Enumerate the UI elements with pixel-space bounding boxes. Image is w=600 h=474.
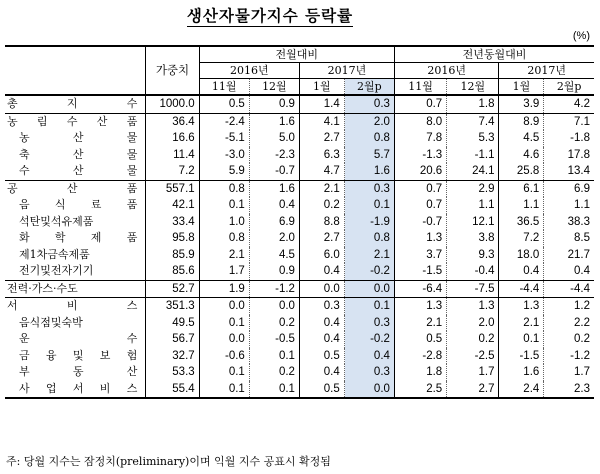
yoy-cell: 2.1 xyxy=(499,315,544,332)
yoy-cell: 1.3 xyxy=(394,298,446,315)
yoy-cell: 13.4 xyxy=(544,163,594,180)
mom-cell: 1.7 xyxy=(199,263,249,280)
yoy-cell: 1.2 xyxy=(544,298,594,315)
yoy-cell: -1.2 xyxy=(544,348,594,365)
yoy-cell: 1.1 xyxy=(544,197,594,214)
mom-cell: 0.8 xyxy=(199,230,249,247)
mom-cell: 2.1 xyxy=(344,247,394,264)
mom-cell: 0.0 xyxy=(199,298,249,315)
footnote: 주: 당월 지수는 잠정치(preliminary)이며 익월 지수 공표시 확정됨 xyxy=(6,455,331,468)
table-row xyxy=(5,113,594,130)
mom-cell: -3.0 xyxy=(199,147,249,164)
table-row xyxy=(5,147,594,164)
mom-cell: 0.1 xyxy=(249,381,299,399)
mom-cell: 0.4 xyxy=(299,315,344,332)
weight-cell: 16.6 xyxy=(146,130,199,147)
yoy-cell: 0.2 xyxy=(544,331,594,348)
mom-cell: 0.5 xyxy=(299,381,344,399)
yoy-cell: 25.8 xyxy=(499,163,544,180)
mom-cell: 0.4 xyxy=(249,197,299,214)
yoy-cell: 18.0 xyxy=(499,247,544,264)
mom-cell: 1.6 xyxy=(344,163,394,180)
header-mom: 전월대비 xyxy=(199,46,394,63)
mom-cell: 0.1 xyxy=(344,197,394,214)
mom-cell: 2.1 xyxy=(199,247,249,264)
yoy-cell: 0.1 xyxy=(499,331,544,348)
table-row xyxy=(5,331,594,348)
yoy-cell: -7.5 xyxy=(447,280,499,298)
yoy-cell: 0.2 xyxy=(447,331,499,348)
row-label: 전력·가스·수도 xyxy=(5,280,146,298)
yoy-cell: 7.1 xyxy=(544,113,594,130)
table-row xyxy=(5,348,594,365)
yoy-cell: 0.4 xyxy=(499,263,544,280)
yoy-cell: 20.6 xyxy=(394,163,446,180)
yoy-cell: 1.3 xyxy=(394,230,446,247)
mom-cell: -0.6 xyxy=(199,348,249,365)
yoy-cell: 38.3 xyxy=(544,214,594,231)
mom-cell: 2.7 xyxy=(299,230,344,247)
yoy-cell: 8.5 xyxy=(544,230,594,247)
row-label: 전기및전자기기 xyxy=(19,264,94,278)
row-label: 농 림 수 산 품 xyxy=(5,113,146,130)
mom-cell: 2.7 xyxy=(299,130,344,147)
mom-cell: 5.9 xyxy=(199,163,249,180)
yoy-cell: 2.1 xyxy=(394,315,446,332)
header-month: 11월 xyxy=(199,79,249,96)
mom-cell: -0.2 xyxy=(344,263,394,280)
header-month: 2월p xyxy=(544,79,594,96)
yoy-cell: -0.7 xyxy=(394,214,446,231)
table-row xyxy=(5,298,594,315)
yoy-cell: 2.0 xyxy=(447,315,499,332)
mom-cell: 2.0 xyxy=(344,113,394,130)
mom-cell: 1.6 xyxy=(249,180,299,197)
unit-label: (%) xyxy=(572,30,590,42)
yoy-cell: 2.2 xyxy=(544,315,594,332)
mom-cell: 0.1 xyxy=(199,315,249,332)
mom-cell: 0.1 xyxy=(344,298,394,315)
table-row xyxy=(5,214,594,231)
row-label: 석탄및석유제품 xyxy=(19,214,94,228)
mom-cell: 0.8 xyxy=(344,230,394,247)
header-yoy: 전년동월대비 xyxy=(394,46,594,63)
table-row xyxy=(5,130,594,147)
mom-cell: 0.5 xyxy=(299,348,344,365)
row-label: 서 비 스 xyxy=(5,298,146,315)
header-weight: 가중치 xyxy=(146,46,199,95)
weight-cell: 56.7 xyxy=(146,331,199,348)
yoy-cell: 7.2 xyxy=(499,230,544,247)
mom-cell: 0.3 xyxy=(344,315,394,332)
yoy-cell: 3.9 xyxy=(499,95,544,113)
weight-cell: 36.4 xyxy=(146,113,199,130)
weight-cell: 53.3 xyxy=(146,364,199,381)
table-row xyxy=(5,315,594,332)
row-label: 제1차금속제품 xyxy=(19,247,90,261)
mom-cell: 1.9 xyxy=(199,280,249,298)
row-label: 축 산 물 xyxy=(19,147,138,161)
mom-cell: 0.1 xyxy=(199,197,249,214)
mom-cell: 0.0 xyxy=(199,331,249,348)
yoy-cell: 2.9 xyxy=(447,180,499,197)
weight-cell: 11.4 xyxy=(146,147,199,164)
weight-cell: 32.7 xyxy=(146,348,199,365)
table-row xyxy=(5,230,594,247)
yoy-cell: -4.4 xyxy=(544,280,594,298)
weight-cell: 557.1 xyxy=(146,180,199,197)
yoy-cell: 1.8 xyxy=(394,364,446,381)
row-label: 수 산 물 xyxy=(19,164,138,178)
yoy-cell: -1.5 xyxy=(499,348,544,365)
mom-cell: 1.0 xyxy=(199,214,249,231)
row-label: 금 융 및 보 험 xyxy=(19,348,138,362)
mom-cell: 0.0 xyxy=(344,280,394,298)
mom-cell: 8.8 xyxy=(299,214,344,231)
mom-cell: 0.1 xyxy=(199,381,249,399)
table-row xyxy=(5,263,594,280)
yoy-cell: -1.5 xyxy=(394,263,446,280)
mom-cell: 0.2 xyxy=(299,197,344,214)
yoy-cell: 2.4 xyxy=(499,381,544,399)
yoy-cell: 6.1 xyxy=(499,180,544,197)
yoy-cell: 36.5 xyxy=(499,214,544,231)
header-month: 12월 xyxy=(249,79,299,96)
yoy-cell: 1.6 xyxy=(499,364,544,381)
mom-cell: 0.4 xyxy=(299,263,344,280)
mom-cell: 0.3 xyxy=(344,95,394,113)
mom-cell: -0.2 xyxy=(344,331,394,348)
yoy-cell: 9.3 xyxy=(447,247,499,264)
mom-cell: 0.9 xyxy=(249,95,299,113)
yoy-cell: 21.7 xyxy=(544,247,594,264)
weight-cell: 85.9 xyxy=(146,247,199,264)
mom-cell: 0.2 xyxy=(249,364,299,381)
header-year-2016: 2016년 xyxy=(199,63,299,79)
yoy-cell: -2.5 xyxy=(447,348,499,365)
table-row xyxy=(5,381,594,399)
weight-cell: 42.1 xyxy=(146,197,199,214)
mom-cell: 0.1 xyxy=(249,348,299,365)
row-label: 사 업 서 비 스 xyxy=(5,381,146,399)
header-year-2016: 2016년 xyxy=(394,63,499,79)
mom-cell: 5.0 xyxy=(249,130,299,147)
yoy-cell: 1.7 xyxy=(544,364,594,381)
yoy-cell: 8.0 xyxy=(394,113,446,130)
yoy-cell: 0.7 xyxy=(394,197,446,214)
table-row xyxy=(5,364,594,381)
mom-cell: 5.7 xyxy=(344,147,394,164)
mom-cell: 6.3 xyxy=(299,147,344,164)
row-label: 농 산 물 xyxy=(19,131,138,145)
mom-cell: 0.3 xyxy=(299,298,344,315)
mom-cell: 0.4 xyxy=(344,348,394,365)
yoy-cell: 1.1 xyxy=(499,197,544,214)
weight-cell: 33.4 xyxy=(146,214,199,231)
row-label: 음 식 료 품 xyxy=(19,198,138,212)
yoy-cell: 0.4 xyxy=(544,263,594,280)
yoy-cell: 0.7 xyxy=(394,180,446,197)
mom-cell: 4.7 xyxy=(299,163,344,180)
weight-cell: 49.5 xyxy=(146,315,199,332)
yoy-cell: -2.8 xyxy=(394,348,446,365)
mom-cell: 0.0 xyxy=(299,280,344,298)
mom-cell: 0.1 xyxy=(199,364,249,381)
header-month: 1월 xyxy=(299,79,344,96)
row-label: 공 산 품 xyxy=(5,180,146,197)
header-year-2017: 2017년 xyxy=(299,63,394,79)
yoy-cell: 2.3 xyxy=(544,381,594,399)
mom-cell: -1.9 xyxy=(344,214,394,231)
yoy-cell: 4.6 xyxy=(499,147,544,164)
mom-cell: -2.3 xyxy=(249,147,299,164)
mom-cell: 0.3 xyxy=(344,364,394,381)
yoy-cell: -6.4 xyxy=(394,280,446,298)
yoy-cell: 24.1 xyxy=(447,163,499,180)
yoy-cell: 12.1 xyxy=(447,214,499,231)
yoy-cell: 1.8 xyxy=(447,95,499,113)
weight-cell: 52.7 xyxy=(146,280,199,298)
yoy-cell: 7.4 xyxy=(447,113,499,130)
mom-cell: 1.6 xyxy=(249,113,299,130)
header-month: 1월 xyxy=(499,79,544,96)
yoy-cell: 17.8 xyxy=(544,147,594,164)
yoy-cell: 1.7 xyxy=(447,364,499,381)
row-label: 음식점및숙박 xyxy=(19,315,83,329)
weight-cell: 351.3 xyxy=(146,298,199,315)
price-index-table xyxy=(5,45,594,399)
row-label: 부 동 산 xyxy=(19,365,138,379)
mom-cell: 0.8 xyxy=(344,130,394,147)
mom-cell: 0.4 xyxy=(299,364,344,381)
yoy-cell: 1.1 xyxy=(447,197,499,214)
table-row xyxy=(5,247,594,264)
mom-cell: 4.5 xyxy=(249,247,299,264)
yoy-cell: -1.1 xyxy=(447,147,499,164)
table-row xyxy=(5,180,594,197)
yoy-cell: -0.4 xyxy=(447,263,499,280)
weight-cell: 7.2 xyxy=(146,163,199,180)
mom-cell: 0.4 xyxy=(299,331,344,348)
mom-cell: -5.1 xyxy=(199,130,249,147)
header-month: 12월 xyxy=(447,79,499,96)
yoy-cell: -1.8 xyxy=(544,130,594,147)
mom-cell: -0.7 xyxy=(249,163,299,180)
mom-cell: 0.3 xyxy=(344,180,394,197)
yoy-cell: 6.9 xyxy=(544,180,594,197)
weight-cell: 95.8 xyxy=(146,230,199,247)
yoy-cell: 1.3 xyxy=(447,298,499,315)
yoy-cell: -1.3 xyxy=(394,147,446,164)
yoy-cell: 5.3 xyxy=(447,130,499,147)
row-label: 화 학 제 품 xyxy=(19,231,138,245)
mom-cell: -1.2 xyxy=(249,280,299,298)
header-year-2017: 2017년 xyxy=(499,63,594,79)
mom-cell: 0.0 xyxy=(249,298,299,315)
mom-cell: 0.8 xyxy=(199,180,249,197)
mom-cell: 0.0 xyxy=(344,381,394,399)
mom-cell: 6.9 xyxy=(249,214,299,231)
mom-cell: 1.4 xyxy=(299,95,344,113)
mom-cell: 2.0 xyxy=(249,230,299,247)
yoy-cell: 7.8 xyxy=(394,130,446,147)
mom-cell: 0.2 xyxy=(249,315,299,332)
weight-cell: 1000.0 xyxy=(146,95,199,113)
table-row xyxy=(5,280,594,298)
yoy-cell: 3.8 xyxy=(447,230,499,247)
yoy-cell: 4.5 xyxy=(499,130,544,147)
table-row xyxy=(5,163,594,180)
mom-cell: -0.5 xyxy=(249,331,299,348)
header-corner xyxy=(5,46,146,63)
yoy-cell: 2.5 xyxy=(394,381,446,399)
yoy-cell: 2.7 xyxy=(447,381,499,399)
mom-cell: 0.9 xyxy=(249,263,299,280)
yoy-cell: 3.7 xyxy=(394,247,446,264)
table-row xyxy=(5,95,594,113)
yoy-cell: 0.5 xyxy=(394,331,446,348)
table-row xyxy=(5,197,594,214)
row-label: 총 지 수 xyxy=(5,95,146,113)
yoy-cell: 4.2 xyxy=(544,95,594,113)
yoy-cell: 1.3 xyxy=(499,298,544,315)
header-month: 11월 xyxy=(394,79,446,96)
yoy-cell: -4.4 xyxy=(499,280,544,298)
header-corner xyxy=(5,79,146,96)
yoy-cell: 8.9 xyxy=(499,113,544,130)
mom-cell: 6.0 xyxy=(299,247,344,264)
header-corner xyxy=(5,63,146,79)
yoy-cell: 0.7 xyxy=(394,95,446,113)
mom-cell: -2.4 xyxy=(199,113,249,130)
row-label: 운 수 xyxy=(19,332,138,346)
header-month: 2월p xyxy=(344,79,394,96)
weight-cell: 55.4 xyxy=(146,381,199,399)
weight-cell: 85.6 xyxy=(146,263,199,280)
mom-cell: 4.1 xyxy=(299,113,344,130)
page-title: 생산자물가지수 등락률 xyxy=(186,6,354,25)
mom-cell: 0.5 xyxy=(199,95,249,113)
mom-cell: 2.1 xyxy=(299,180,344,197)
